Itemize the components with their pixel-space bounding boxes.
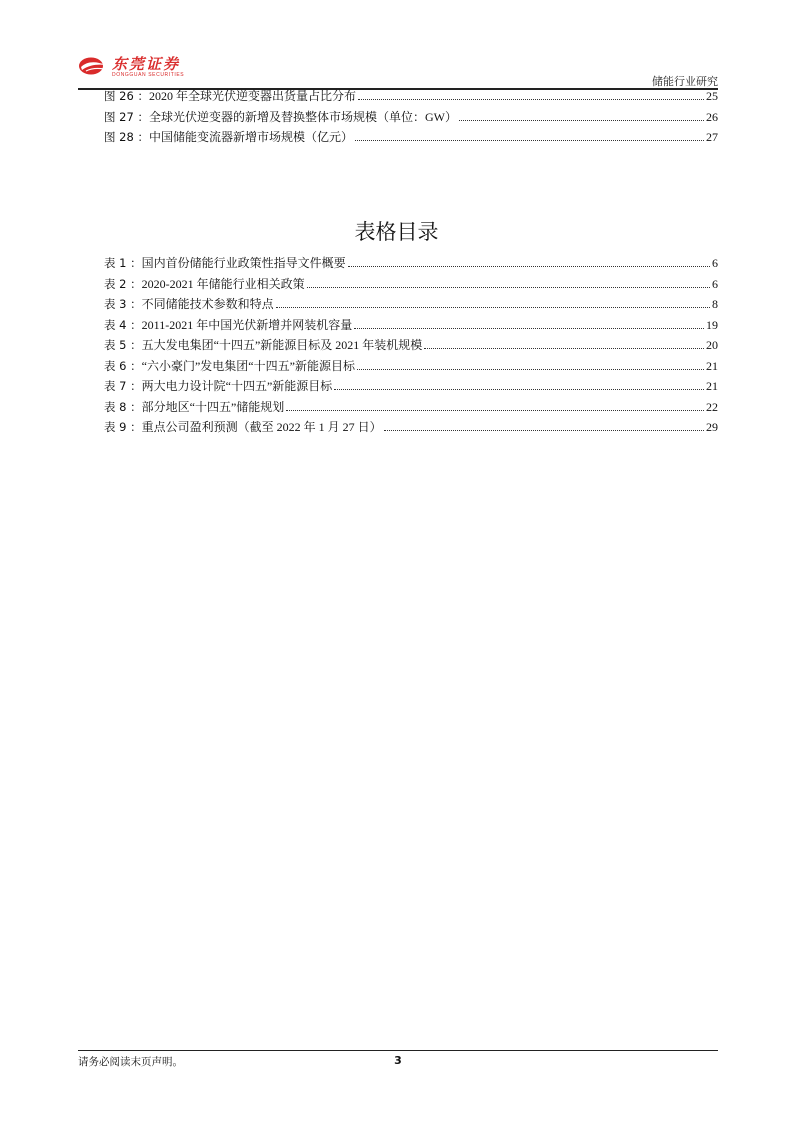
dot-leader: [355, 140, 704, 141]
table-entry[interactable]: [104, 356, 718, 377]
entry-label: 图 27 ：: [104, 109, 149, 124]
figure-entry[interactable]: [104, 127, 718, 148]
entry-label: 表 2 ：: [104, 276, 142, 291]
entry-page: 26: [706, 109, 718, 124]
dot-leader: [384, 430, 704, 431]
entry-page: 25: [706, 89, 718, 103]
table-entry[interactable]: [104, 315, 718, 336]
page-number: 3: [394, 1054, 402, 1067]
footer-disclaimer: 请务必阅读末页声明。: [78, 1056, 183, 1068]
entry-label: 表 1 ：: [104, 256, 142, 270]
entry-label: 图 26 ：: [104, 89, 149, 103]
entry-title: 2011-2021 年中国光伏新增并网装机容量: [141, 317, 353, 332]
logo-swoosh-icon: [78, 56, 108, 76]
entry-title: 重点公司盈利预测（截至 2022 年 1 月 27 日）: [141, 420, 382, 434]
entry-page: 8: [712, 297, 718, 311]
dot-leader: [357, 369, 704, 370]
entry-label: 表 5 ：: [104, 338, 142, 352]
entry-label: 表 8 ：: [104, 399, 142, 414]
dot-leader: [307, 287, 710, 288]
dot-leader: [286, 410, 704, 411]
dot-leader: [459, 120, 704, 121]
dot-leader: [276, 307, 710, 308]
entry-label: 表 7 ：: [104, 379, 142, 393]
entry-page: 6: [712, 276, 718, 291]
figure-list: [104, 86, 718, 148]
table-entry[interactable]: [104, 294, 718, 315]
dot-leader: [348, 266, 710, 267]
entry-label: 图 28 ：: [104, 130, 149, 144]
table-entry[interactable]: [104, 417, 718, 438]
dot-leader: [334, 389, 704, 390]
entry-page: 6: [712, 256, 718, 270]
entry-title: 两大电力设计院“十四五”新能源目标: [141, 379, 333, 393]
logo-chinese-name: 东莞证券: [112, 55, 181, 73]
entry-page: 27: [706, 130, 718, 144]
table-entry[interactable]: [104, 397, 718, 418]
entry-page: 22: [706, 399, 718, 414]
entry-label: 表 9 ：: [104, 420, 142, 434]
entry-label: 表 4 ：: [104, 317, 142, 332]
dot-leader: [358, 99, 704, 100]
table-entry[interactable]: [104, 335, 718, 356]
entry-page: 29: [706, 420, 718, 434]
table-entry[interactable]: [104, 253, 718, 274]
entry-title: 不同储能技术参数和特点: [141, 297, 274, 311]
figure-entry[interactable]: [104, 107, 718, 128]
entry-title: 五大发电集团“十四五”新能源目标及 2021 年装机规模: [141, 338, 423, 352]
footer-divider: [78, 1050, 718, 1051]
entry-title: 中国储能变流器新增市场规模（亿元）: [148, 130, 353, 144]
entry-page: 20: [706, 338, 718, 352]
table-entry[interactable]: [104, 274, 718, 295]
entry-label: 表 6 ：: [104, 358, 142, 373]
entry-page: 21: [706, 358, 718, 373]
entry-title: 2020 年全球光伏逆变器出货量占比分布: [148, 89, 356, 103]
logo-english-name: DONGGUAN SECURITIES: [112, 72, 185, 78]
entry-title: 全球光伏逆变器的新增及替换整体市场规模（单位：GW）: [148, 109, 457, 124]
entry-title: 国内首份储能行业政策性指导文件概要: [141, 256, 346, 270]
dot-leader: [354, 328, 704, 329]
figure-entry[interactable]: [104, 86, 718, 107]
entry-title: 部分地区“十四五”储能规划: [141, 399, 285, 414]
company-logo: [78, 56, 184, 78]
report-type: 储能行业研究: [652, 75, 718, 88]
entry-label: 表 3 ：: [104, 297, 142, 311]
entry-page: 21: [706, 379, 718, 393]
entry-page: 19: [706, 317, 718, 332]
table-entry[interactable]: [104, 376, 718, 397]
entry-title: 2020-2021 年储能行业相关政策: [141, 276, 305, 291]
table-list: [104, 253, 718, 438]
dot-leader: [424, 348, 704, 349]
section-title: 表格目录: [354, 220, 439, 244]
entry-title: “六小豪门”发电集团“十四五”新能源目标: [141, 358, 355, 373]
